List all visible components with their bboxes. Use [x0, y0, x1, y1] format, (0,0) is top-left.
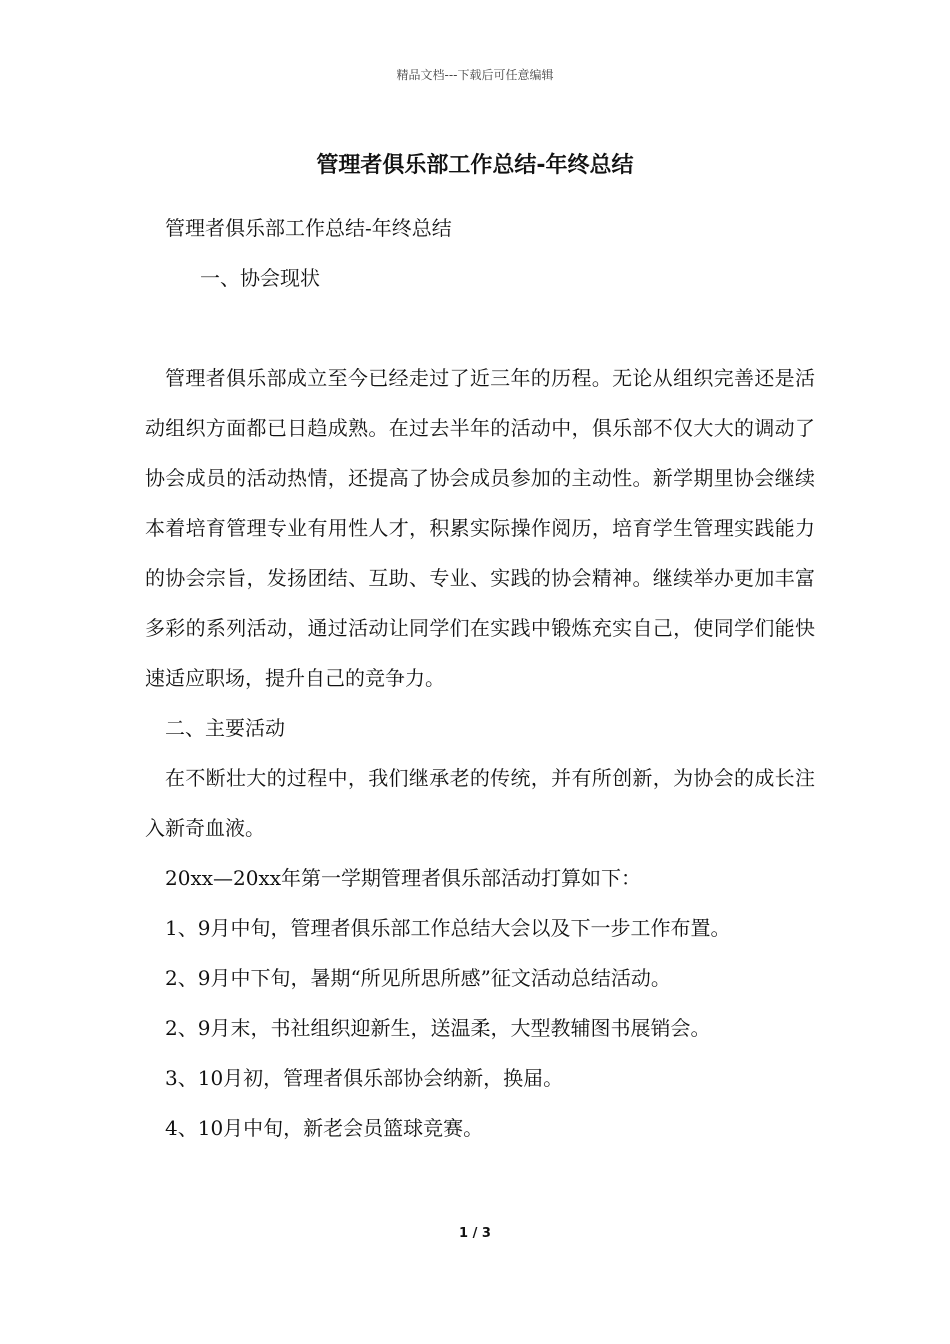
document-title: 管理者俱乐部工作总结-年终总结: [316, 153, 634, 178]
list-item: 2、9月中下旬，暑期“所见所思所感”征文活动总结活动。: [165, 966, 671, 990]
page-header: 精品文档---下载后可任意编辑: [396, 68, 554, 82]
section-heading-1: 一、协会现状: [200, 266, 320, 290]
document-body: [145, 203, 815, 1153]
section-heading-2: 二、主要活动: [165, 716, 285, 740]
blank-line: [145, 303, 815, 353]
list-item: 1、9月中旬，管理者俱乐部工作总结大会以及下一步工作布置。: [165, 916, 731, 940]
plan-intro: 20xx—20xx年第一学期管理者俱乐部活动打算如下：: [165, 866, 642, 890]
list-item: 2、9月末，书社组织迎新生，送温柔，大型教辅图书展销会。: [165, 1016, 711, 1040]
paragraph-2: 在不断壮大的过程中，我们继承老的传统，并有所创新，为协会的成长注入新奇血液。: [145, 766, 815, 840]
paragraph-1: 管理者俱乐部成立至今已经走过了近三年的历程。无论从组织完善还是活动组织方面都已日趋成熟。在过去半年的活动中，俱乐部不仅大大的调动了协会成员的活动热情，还提高了协会成员参加的主动性。新学期里协会继续本着培育管理专业有用性人才，积累实际操作阅历，培育学生管理实践能力的协会宗旨，发扬团结、互助、专业、实践的协会精神。继续举办更加丰富多彩的系列活动，通过活动让同学们在实践中锻炼充实自己，使同学们能快速适应职场，提升自己的竞争力。: [145, 366, 815, 690]
page-indicator: 1 / 3: [459, 1226, 491, 1241]
list-item: 3、10月初，管理者俱乐部协会纳新，换届。: [165, 1066, 564, 1090]
list-item: 4、10月中旬，新老会员篮球竞赛。: [165, 1116, 484, 1140]
document-subtitle: 管理者俱乐部工作总结-年终总结: [165, 216, 452, 240]
